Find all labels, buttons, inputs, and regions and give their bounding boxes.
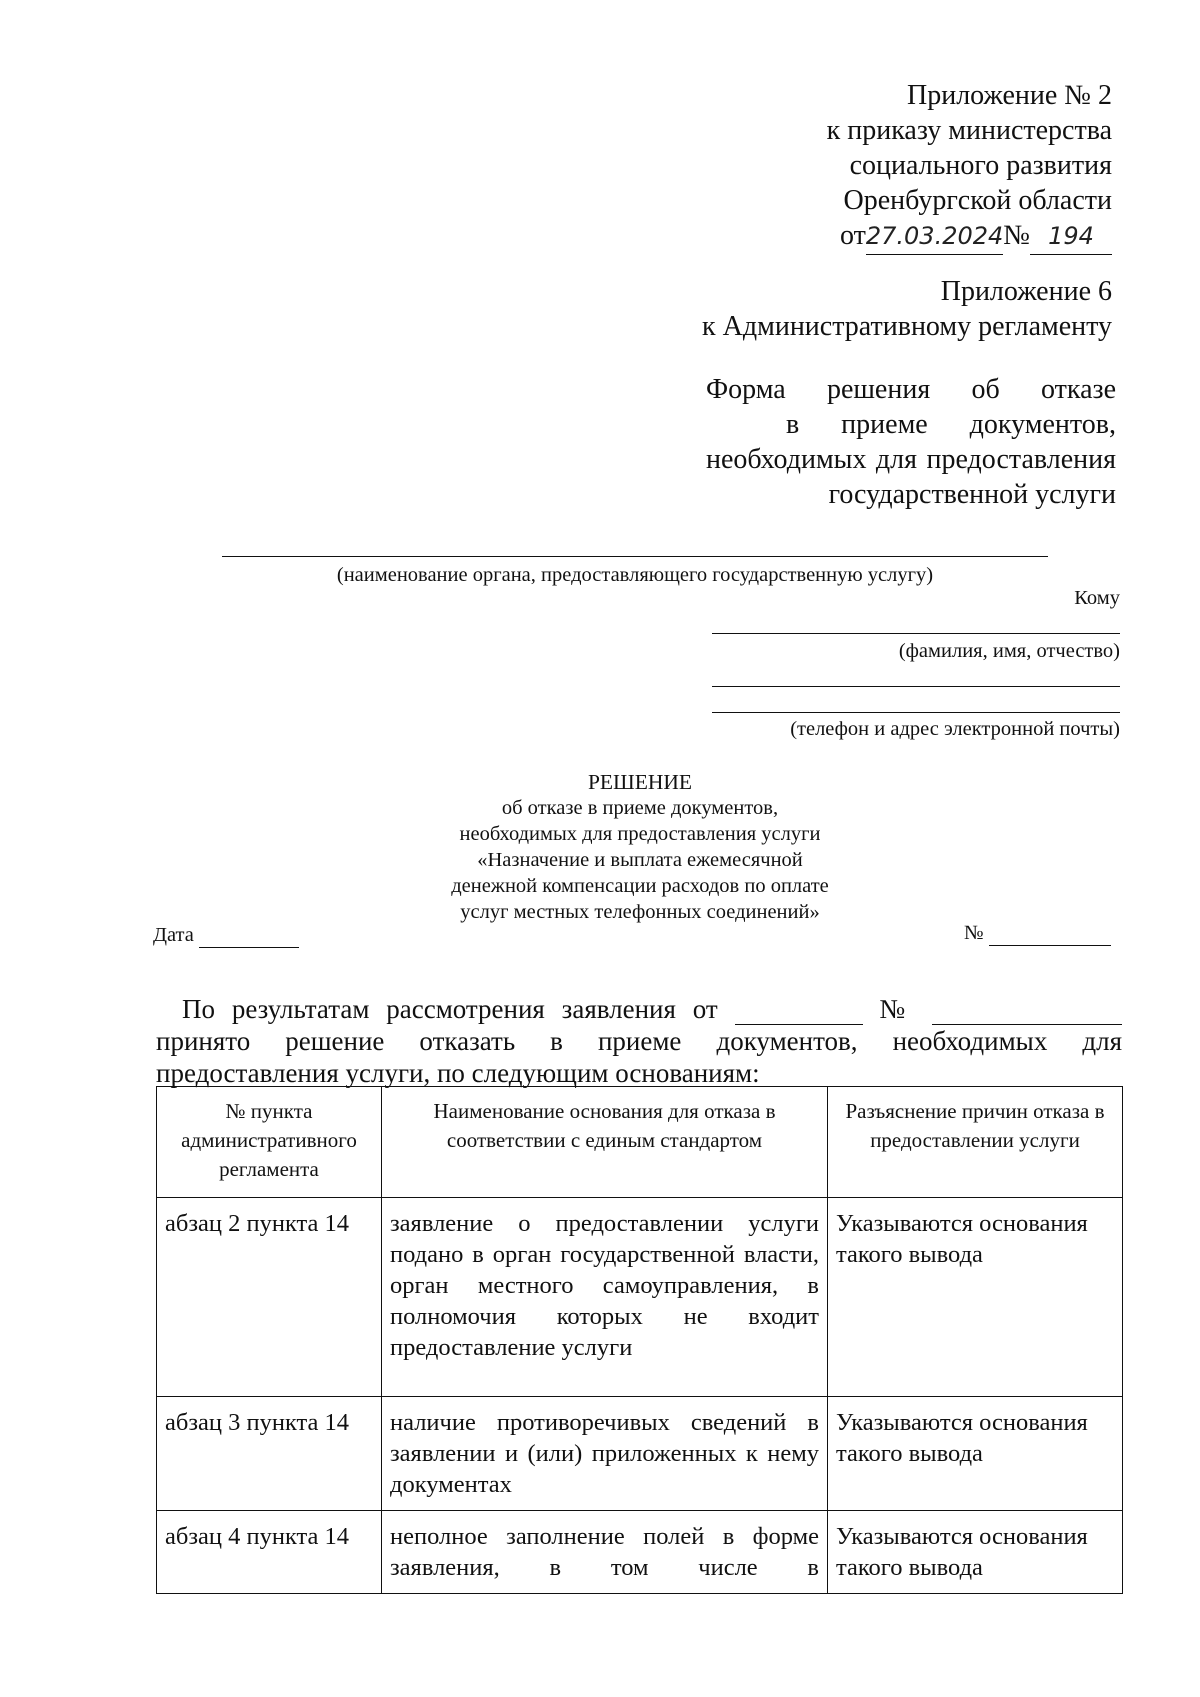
number-blank (989, 923, 1111, 946)
annex2-number-label: № (1003, 220, 1030, 251)
date-blank (199, 925, 299, 948)
body-line1 (156, 993, 1122, 1025)
fio-caption: (фамилия, имя, отчество) (898, 640, 1120, 662)
row-explanation: Указываются основания такого вывода (828, 1511, 1123, 1594)
body-paragraph (156, 993, 1122, 1089)
handwritten-number: 194 (1030, 219, 1112, 255)
body-part1: По результатам рассмотрения заявления от (182, 994, 718, 1024)
row-ground: неполное заполнение полей в форме заявления, в том числе в (382, 1511, 828, 1594)
row-point: абзац 3 пункта 14 (157, 1397, 382, 1511)
annex2-line2: к приказу министерства (826, 115, 1112, 146)
body-part1-number-label: № (879, 994, 916, 1024)
annex2-line1: Приложение № 2 (907, 80, 1112, 111)
decision-title: РЕШЕНИЕ (587, 770, 693, 794)
row-point: абзац 2 пункта 14 (157, 1198, 382, 1397)
decision-line2: необходимых для предоставления услуги (459, 823, 821, 845)
date-field (153, 922, 299, 948)
table-row (157, 1198, 1123, 1397)
row-ground: наличие противоречивых сведений в заявлении и (или) приложенных к нему документах (382, 1397, 828, 1511)
annex2-line4: Оренбургской области (843, 185, 1112, 216)
refusal-grounds-table (156, 1086, 1123, 1594)
annex2-block (600, 78, 1112, 255)
form-title-line1: Форма решения об отказе (706, 374, 1116, 405)
annex2-line3: социального развития (849, 150, 1112, 181)
decision-line1: об отказе в приеме документов, (501, 797, 779, 819)
application-date-blank (735, 998, 863, 1025)
annex6-line2: к Административному регламенту (702, 311, 1112, 342)
table-row (157, 1511, 1123, 1594)
row-point: абзац 4 пункта 14 (157, 1511, 382, 1594)
row-explanation: Указываются основания такого вывода (828, 1198, 1123, 1397)
decision-heading (380, 769, 900, 925)
table-header-row (157, 1087, 1123, 1198)
decision-line3: «Назначение и выплата ежемесячной (477, 849, 803, 871)
to-label: Кому (1074, 587, 1120, 609)
contact-caption: (телефон и адрес электронной почты) (790, 718, 1120, 740)
annex6-line1: Приложение 6 (940, 276, 1112, 307)
fio-blank-line (712, 633, 1120, 634)
header-ground: Наименование основания для отказа в соответствии с единым стандартом (382, 1087, 828, 1198)
row-explanation: Указываются основания такого вывода (828, 1397, 1123, 1511)
handwritten-date: 27.03.2024 (866, 219, 1003, 255)
annex6-block (600, 274, 1112, 344)
decision-line4: денежной компенсации расходов по оплате (451, 875, 829, 897)
application-number-blank (932, 998, 1122, 1025)
header-explanation: Разъяснение причин отказа в предоставлении услуги (828, 1087, 1123, 1198)
form-title-line4: государственной услуги (828, 479, 1116, 510)
form-title-block (706, 372, 1116, 512)
contact-blank-line-1 (712, 686, 1120, 687)
annex2-from-label: от (839, 220, 866, 251)
body-line2: принято решение отказать в приеме документов, необходимых для (156, 1026, 1122, 1056)
number-label: № (964, 922, 984, 944)
form-title-line3: необходимых для предоставления (706, 444, 1116, 475)
contact-blank-line-2 (712, 712, 1120, 713)
number-field (964, 920, 1111, 946)
body-line3: предоставления услуги, по следующим основаниям: (156, 1058, 760, 1088)
header-point: № пункта административного регламента (157, 1087, 382, 1198)
form-title-line2: в приеме документов, (786, 409, 1116, 440)
date-label: Дата (153, 924, 194, 946)
annex2-date-line (600, 218, 1112, 255)
organ-name-blank-line (222, 556, 1048, 557)
row-ground: заявление о предоставлении услуги подано в орган государственной власти, орган местного самоуправления, в полномочия которых не входит предоставление услуги (382, 1198, 828, 1397)
table-row (157, 1397, 1123, 1511)
decision-line5: услуг местных телефонных соединений» (460, 901, 820, 923)
organ-caption: (наименование органа, предоставляющего государственную услугу) (336, 564, 934, 586)
